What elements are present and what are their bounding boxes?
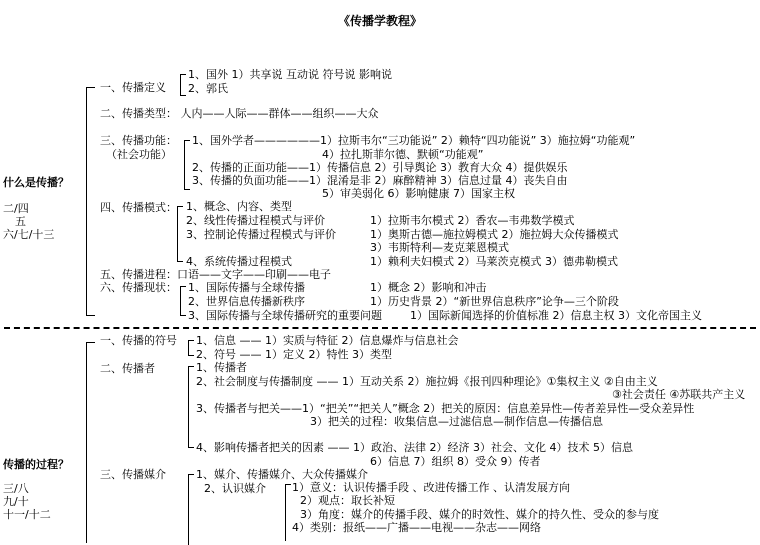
p1-s3-r2: 2、传播的正面功能——1）传播信息 2）引导舆论 3）教育大众 4）提供娱乐 (192, 161, 568, 174)
p2-s1-r1: 1、信息 —— 1）实质与特征 2）信息爆炸与信息社会 (196, 334, 459, 347)
part2-chapter-2: 九/十 (3, 495, 29, 508)
p2-s3-sub-bracket (285, 484, 291, 541)
p2-s3-head: 三、传播媒介 (100, 468, 166, 481)
p1-s3-head: 三、传播功能： (100, 134, 177, 147)
p1-s4-bracket (177, 206, 183, 262)
p2-s2-r3: 3、传播者与把关——1）“把关”“把关人”概念 2）把关的原因：信息差异性—传者差异性—受众差异性 (196, 402, 695, 415)
p1-s1-bracket (180, 74, 186, 96)
p2-s3-r1: 1、媒介、传播媒介、大众传播媒介 (196, 468, 368, 481)
p1-s3-r1b: 4）拉扎斯菲尔德、默顿“功能观” (322, 148, 484, 161)
p2-s2-r3b: 3）把关的过程：收集信息—过滤信息—制作信息—传播信息 (310, 415, 603, 428)
p1-s4-r4v: 1）赖利夫妇模式 2）马莱茨克模式 3）德弗勒模式 (370, 255, 618, 268)
part1-chapter-2: 五 (15, 215, 26, 228)
document-title: 《传播学教程》 (338, 14, 423, 28)
p1-s3-r3: 3、传播的负面功能——1）混淆是非 2）麻醉精神 3）信息过量 4）丧失自由 (192, 174, 568, 187)
p1-s5-line: 五、传播进程：口语——文字——印刷——电子 (100, 268, 331, 281)
p2-s2-r2b: ③社会责任 ④苏联共产主义 (612, 388, 746, 401)
p1-s1-head: 一、传播定义 (100, 81, 166, 94)
p1-s4-r2: 2、线性传播过程模式与评价 (186, 214, 325, 227)
p2-s3-r2c: 3）角度：媒介的传播手段、媒介的时效性、媒介的持久性、受众的参与度 (300, 508, 659, 521)
part1-chapter-3: 六/七/十三 (3, 228, 55, 241)
p2-s2-head: 二、传播者 (100, 362, 155, 375)
part1-main-bracket (86, 87, 95, 316)
p1-s6-r2: 2、世界信息传播新秩序 (188, 295, 305, 308)
part1-root-label: 什么是传播？ (3, 176, 69, 189)
part2-root-label: 传播的过程？ (3, 458, 69, 471)
p1-s4-r3v: 1）奥斯古德—施拉姆模式 2）施拉姆大众传播模式 (370, 228, 619, 241)
p1-s6-r3: 3、国际传播与全球传播研究的重要问题 (188, 309, 382, 322)
p1-s4-head: 四、传播模式： (100, 201, 177, 214)
p2-s1-r2: 2、符号 —— 1）定义 2）特性 3）类型 (196, 348, 392, 361)
p1-s6-head: 六、传播现状： (100, 281, 177, 294)
p2-s3-bracket (188, 474, 194, 545)
p2-s3-r2a: 1）意义：认识传播手段 、改进传播工作 、认清发展方向 (292, 481, 570, 494)
p1-s3-bracket (184, 140, 190, 190)
p2-s2-r2: 2、社会制度与传播制度 —— 1）互动关系 2）施拉姆《报刊四种理论》①集权主义 ②自由主义 (196, 375, 658, 388)
p1-s4-r4: 4、系统传播过程模式 (186, 255, 292, 268)
part2-chapter-3: 十一/十二 (3, 508, 51, 521)
p1-s1-r2: 2、郭氏 (188, 82, 228, 95)
p1-s4-r2v: 1）拉斯韦尔模式 2）香农—韦弗数学模式 (370, 214, 575, 227)
p1-s6-r1: 1、国际传播与全球传播 (188, 281, 305, 294)
p2-s3-r2d: 4）类别：报纸——广播——电视——杂志——网络 (292, 521, 541, 534)
p2-s2-bracket (188, 366, 194, 448)
p1-s6-r1v: 1）概念 2）影响和冲击 (370, 281, 487, 294)
p1-s4-r1: 1、概念、内容、类型 (186, 200, 292, 213)
p1-s3-r3b: 5）审美弱化 6）影响健康 7）国家主权 (322, 187, 515, 200)
p1-s2-line: 二、传播类型： 人内——人际——群体——组织——大众 (100, 107, 379, 120)
p1-s1-r1: 1、国外 1）共享说 互动说 符号说 影响说 (188, 68, 392, 81)
p1-s6-r2v: 1）历史背景 2）“新世界信息秩序”论争—三个阶段 (370, 295, 619, 308)
p2-s1-bracket (188, 340, 194, 356)
part1-chapter-1: 二/四 (3, 202, 29, 215)
p1-s3-r1: 1、国外学者——————1）拉斯韦尔“三功能说” 2）赖特“四功能说” 3）施拉姆“功能观” (192, 134, 636, 147)
p2-s2-r1: 1、传播者 (196, 361, 247, 374)
part2-main-bracket (86, 342, 95, 543)
p2-s3-r2: 2、认识媒介 (204, 482, 266, 495)
p2-s2-r4b: 6）信息 7）组织 8）受众 9）传者 (370, 455, 541, 468)
part2-chapter-1: 三/八 (3, 482, 29, 495)
p2-s3-r2b: 2）观点：取长补短 (300, 494, 395, 507)
p1-s3-sub: （社会功能） (106, 148, 172, 161)
p2-s1-head: 一、传播的符号 (100, 334, 177, 347)
p1-s6-r3v: 1）国际新闻选择的价值标准 2）信息主权 3）文化帝国主义 (410, 309, 702, 322)
p1-s6-bracket (180, 286, 186, 316)
p2-s2-r4: 4、影响传播者把关的因素 —— 1）政治、法律 2）经济 3）社会、文化 4）技术 5）信息 (196, 441, 633, 454)
p1-s4-r3: 3、控制论传播过程模式与评价 (186, 228, 336, 241)
section-divider (4, 327, 756, 329)
p1-s4-r3b: 3）韦斯特利—麦克莱恩模式 (370, 241, 509, 254)
